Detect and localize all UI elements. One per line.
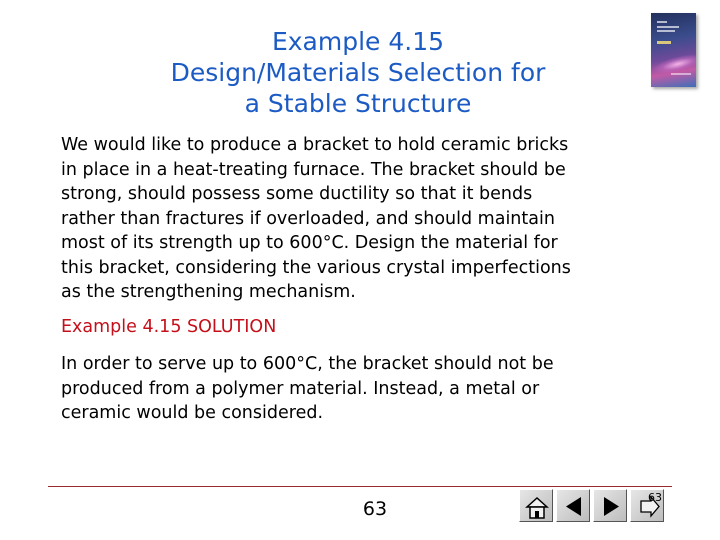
home-button[interactable] — [519, 489, 553, 522]
solution-line: In order to serve up to 600°C, the bracket should not be — [61, 354, 554, 374]
title-line-3: a Stable Structure — [244, 89, 472, 118]
solution-line: ceramic would be considered. — [61, 403, 324, 423]
problem-line: this bracket, considering the various crystal imperfections — [61, 257, 571, 278]
problem-line: strong, should possess some ductility so that it bends — [61, 184, 533, 204]
corner-page-number: 63 — [648, 491, 662, 504]
slide-title — [130, 26, 586, 119]
problem-line: We would like to produce a bracket to hold ceramic bricks — [61, 135, 569, 155]
solution-text — [61, 352, 671, 426]
next-button[interactable] — [593, 489, 627, 522]
previous-slide-icon — [557, 490, 591, 523]
solution-heading: Example 4.15 SOLUTION — [61, 317, 277, 337]
solution-line: produced from a polymer material. Instead, a metal or — [61, 378, 540, 399]
problem-line: rather than fractures if overloaded, and should maintain — [61, 208, 555, 229]
book-cover-thumbnail — [651, 13, 696, 87]
title-line-2: Design/Materials Selection for — [170, 58, 546, 87]
title-line-1: Example 4.15 — [271, 27, 445, 56]
home-icon — [520, 490, 554, 523]
previous-button[interactable] — [556, 489, 590, 522]
page-number: 63 — [362, 498, 388, 520]
problem-line: in place in a heat-treating furnace. The bracket should be — [61, 159, 566, 180]
problem-statement — [61, 133, 671, 305]
problem-line: most of its strength up to 600°C. Design the material for — [61, 233, 558, 253]
problem-line: as the strengthening mechanism. — [61, 282, 356, 302]
footer-divider — [48, 486, 672, 487]
slide-navigation — [519, 489, 665, 522]
next-slide-icon — [594, 490, 628, 523]
